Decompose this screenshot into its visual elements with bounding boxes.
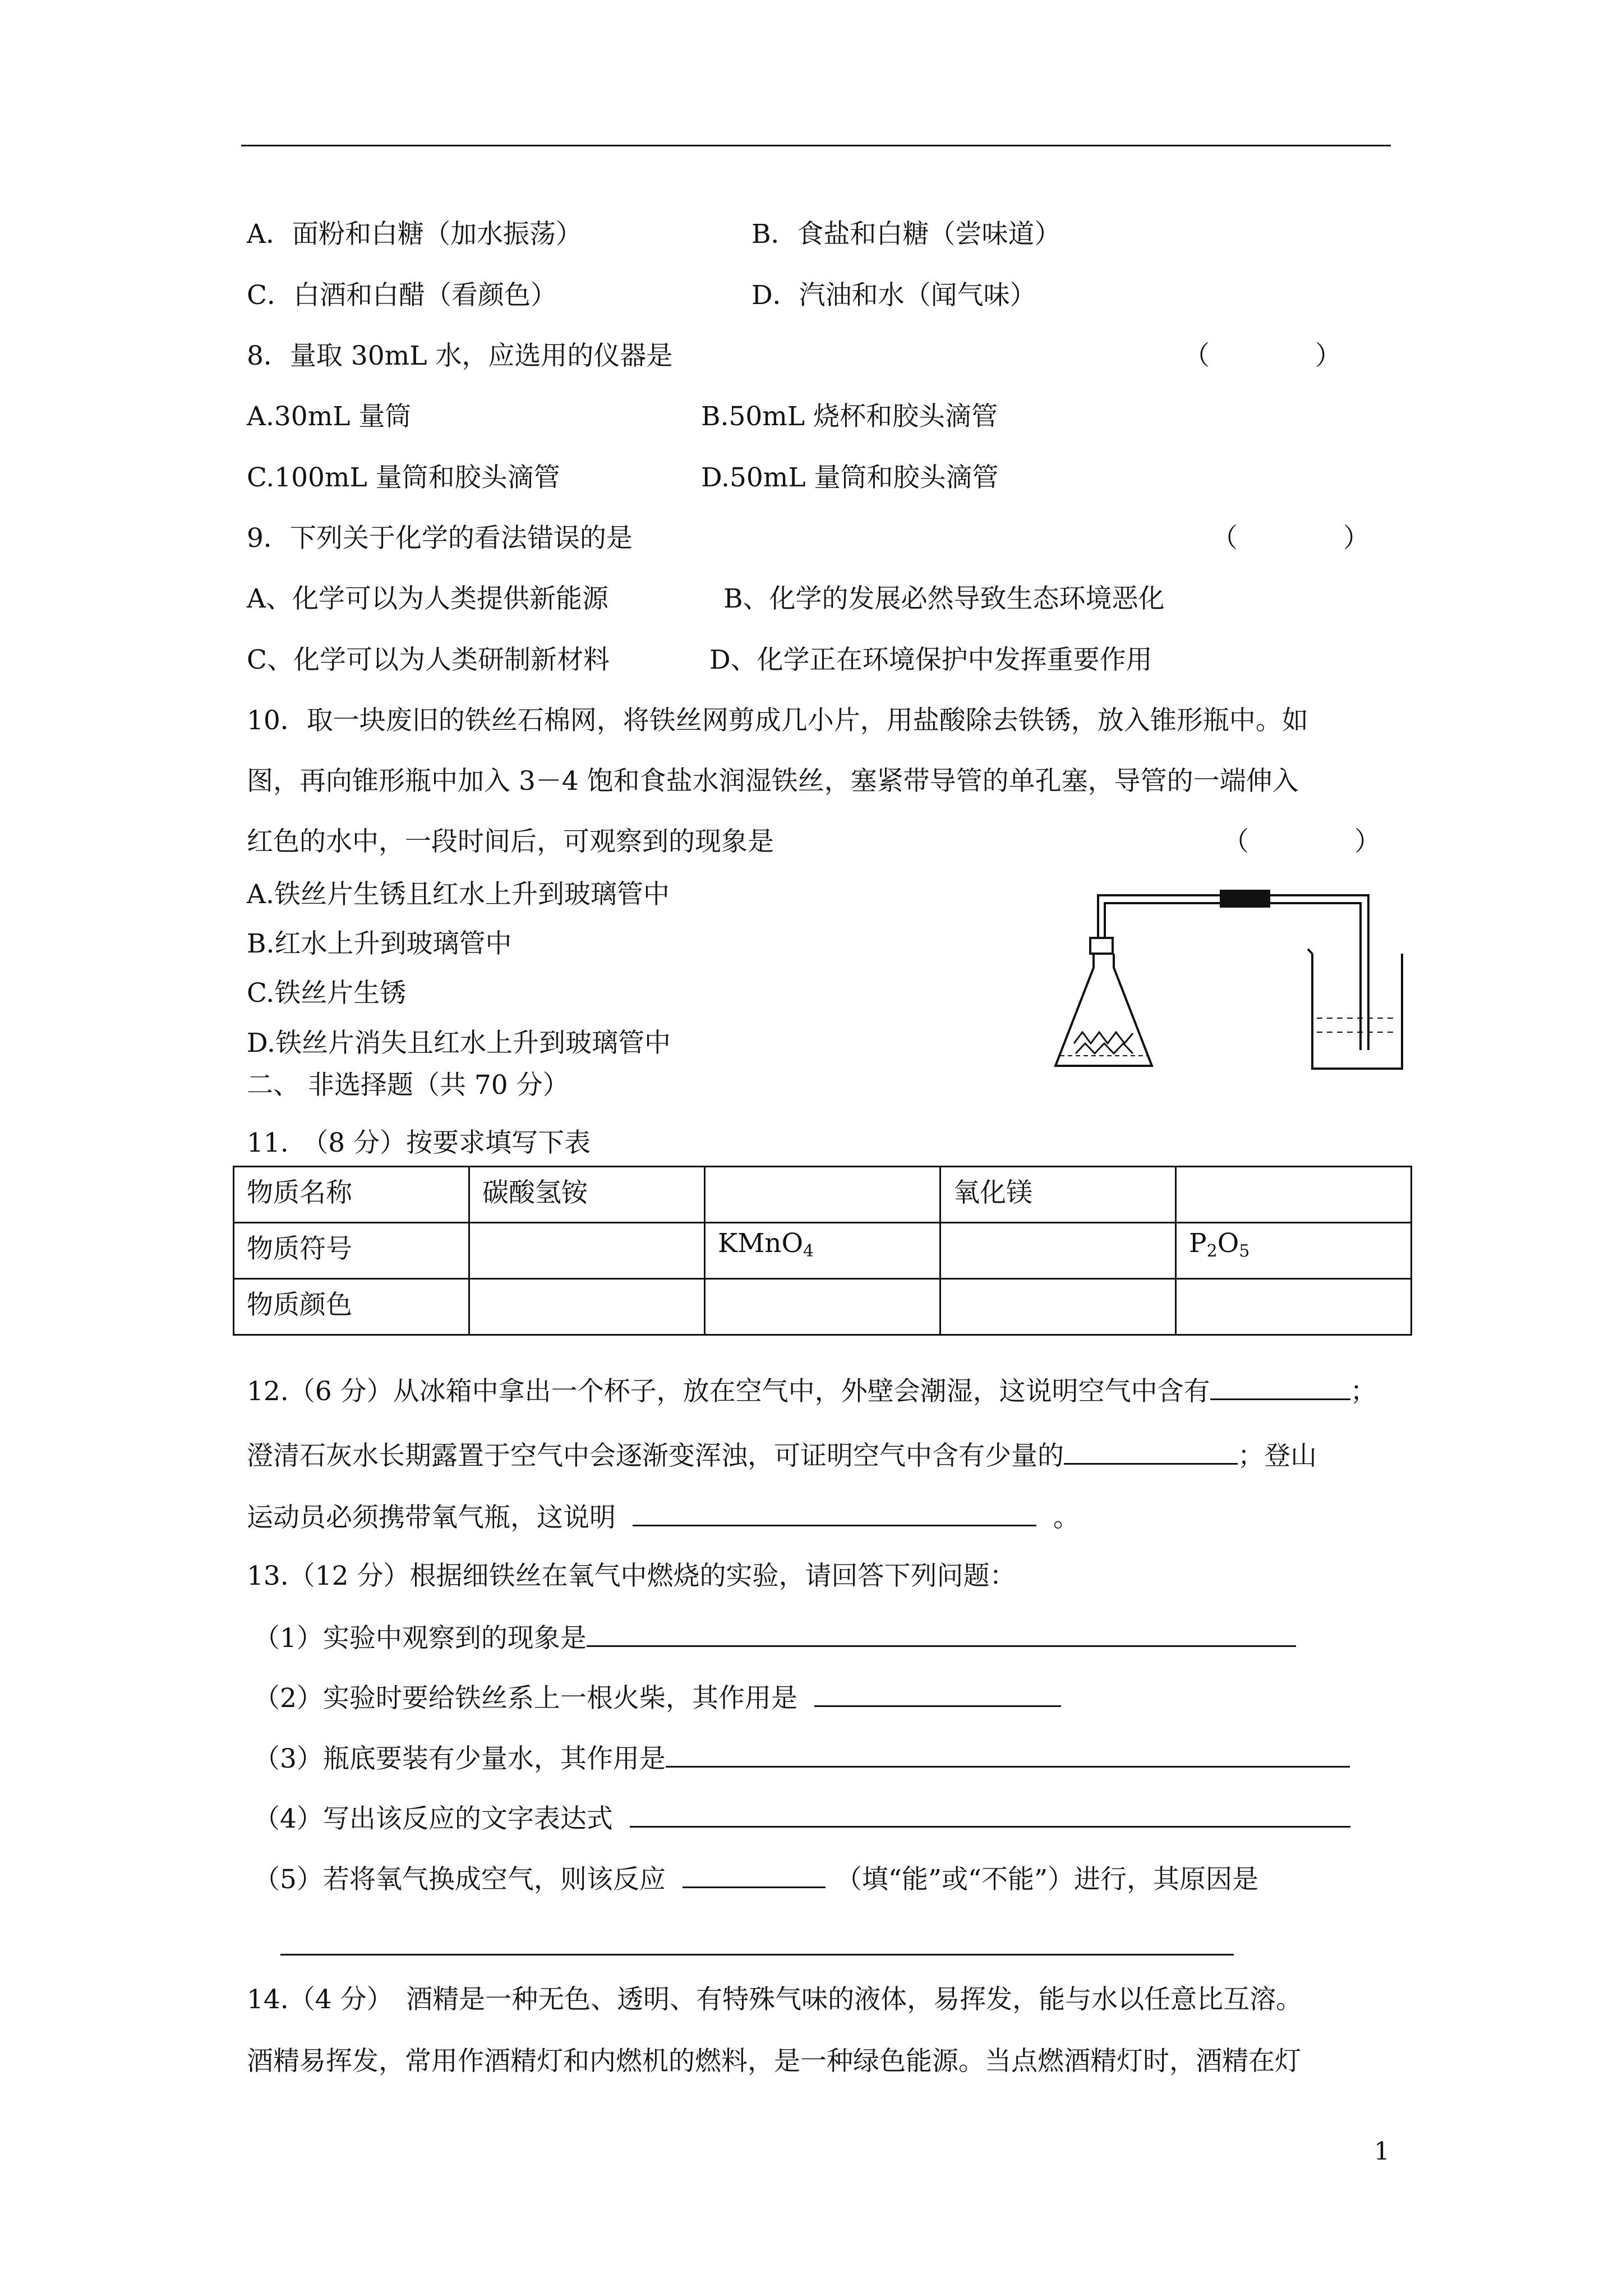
table-cell: 碳酸氢铵 [469, 1167, 705, 1223]
table-cell: 物质颜色 [234, 1279, 469, 1335]
answer-blank[interactable] [1064, 1436, 1238, 1465]
q9-option-b: B、化学的发展必然导致生态环境恶化 [723, 583, 1165, 614]
formula-subscript: 5 [1239, 1241, 1250, 1261]
q10-line-1: 10．取一块废旧的铁丝石棉网，将铁丝网剪成几小片，用盐酸除去铁锈，放入锥形瓶中。如 [247, 705, 1308, 736]
q12-text-3: 运动员必须携带氧气瓶，这说明 [247, 1502, 616, 1533]
q11-stem: 11. （8 分）按要求填写下表 [247, 1128, 591, 1158]
q13-part-4-text: （4）写出该反应的文字表达式 [253, 1803, 613, 1834]
table-cell-p2o5 [1176, 1223, 1412, 1279]
q9-option-d: D、化学正在环境保护中发挥重要作用 [709, 645, 1152, 675]
q8-option-c: C.100mL 量筒和胶头滴管 [247, 462, 560, 493]
q7-option-b: B．食盐和白糖（尝味道） [751, 219, 1061, 250]
q9-option-a: A、化学可以为人类提供新能源 [247, 583, 608, 614]
q13-stem: 13.（12 分）根据细铁丝在氧气中燃烧的实验，请回答下列问题： [247, 1561, 1016, 1591]
table-cell [705, 1279, 940, 1335]
q12-line-2 [247, 1436, 1317, 1473]
q10-line-3: 红色的水中，一段时间后，可观察到的现象是 [247, 826, 774, 857]
q9-answer-paren: （ ） [1211, 523, 1370, 554]
table-cell: 物质符号 [234, 1223, 469, 1279]
section-2-heading: 二、 非选择题（共 70 分） [247, 1070, 569, 1101]
answer-blank[interactable] [666, 1739, 1350, 1768]
q10-option-c: C.铁丝片生锈 [247, 978, 407, 1009]
formula-text: O [1217, 1228, 1239, 1259]
formula-text: KMnO [718, 1228, 804, 1259]
q12-text-3-end: 。 [1053, 1502, 1080, 1533]
answer-blank[interactable] [630, 1799, 1350, 1828]
q12-line-3 [247, 1498, 1080, 1535]
q12-text-1-end: ； [1350, 1376, 1377, 1407]
header-rule [241, 145, 1391, 146]
q12-line-1 [247, 1372, 1377, 1409]
q8-option-d: D.50mL 量筒和胶头滴管 [701, 462, 999, 493]
q14-line-1: 14.（4 分） 酒精是一种无色、透明、有特殊气味的液体，易挥发，能与水以任意比互溶。 [247, 1984, 1303, 2015]
q13-part-1-text: （1）实验中观察到的现象是 [253, 1623, 587, 1654]
answer-blank[interactable] [683, 1860, 826, 1888]
page-number: 1 [1374, 2137, 1390, 2166]
q13-part-2-text: （2）实验时要给铁丝系上一根火柴，其作用是 [253, 1683, 797, 1714]
q8-answer-paren: （ ） [1183, 341, 1341, 371]
q8-option-b: B.50mL 烧杯和胶头滴管 [701, 401, 998, 432]
table-cell [940, 1279, 1176, 1335]
q13-part-3-text: （3）瓶底要装有少量水，其作用是 [253, 1743, 666, 1774]
q13-part-1 [253, 1618, 1296, 1655]
answer-blank[interactable] [814, 1678, 1061, 1707]
q13-part-5-text-a: （5）若将氧气换成空气，则该反应 [253, 1864, 666, 1895]
q12-text-2: 澄清石灰水长期露置于空气中会逐渐变浑浊，可证明空气中含有少量的 [247, 1441, 1064, 1471]
q10-option-a: A.铁丝片生锈且红水上升到玻璃管中 [247, 879, 670, 910]
table-cell [469, 1223, 705, 1279]
table-cell: 氧化镁 [940, 1167, 1176, 1223]
q13-part-5-text-b: （填“能”或“不能”）进行，其原因是 [835, 1864, 1259, 1895]
answer-blank[interactable] [1210, 1372, 1350, 1400]
q10-answer-paren: （ ） [1223, 826, 1381, 857]
q10-line-2: 图，再向锥形瓶中加入 3－4 饱和食盐水润湿铁丝，塞紧带导管的单孔塞，导管的一端伸入 [247, 766, 1299, 797]
flask-beaker-apparatus-figure [1049, 875, 1413, 1077]
table-row [234, 1279, 1412, 1335]
table-cell: 物质名称 [234, 1167, 469, 1223]
answer-blank[interactable] [633, 1498, 1036, 1526]
formula-text: P [1189, 1228, 1207, 1259]
q8-option-a: A.30mL 量筒 [247, 401, 412, 432]
q12-text-2-end: ；登山 [1238, 1441, 1317, 1471]
table-cell [1176, 1279, 1412, 1335]
q7-option-d: D．汽油和水（闻气味） [751, 280, 1036, 311]
q13-part-3 [253, 1739, 1350, 1776]
q7-option-a: A．面粉和白糖（加水振荡） [247, 219, 582, 250]
q13-part-2 [253, 1678, 1061, 1715]
q10-option-b: B.红水上升到玻璃管中 [247, 928, 512, 959]
q11-fill-table [233, 1166, 1412, 1336]
q9-stem: 9．下列关于化学的看法错误的是 [247, 523, 633, 554]
q12-text-1: 12.（6 分）从冰箱中拿出一个杯子，放在空气中，外壁会潮湿，这说明空气中含有 [247, 1376, 1210, 1407]
q10-option-d: D.铁丝片消失且红水上升到玻璃管中 [247, 1028, 671, 1059]
formula-subscript: 2 [1206, 1241, 1218, 1261]
table-cell [1176, 1167, 1412, 1223]
q13-part-4 [253, 1799, 1350, 1836]
table-row [234, 1223, 1412, 1279]
table-cell-kmno4 [705, 1223, 940, 1279]
answer-blank[interactable] [587, 1618, 1296, 1647]
q14-line-2: 酒精易挥发，常用作酒精灯和内燃机的燃料，是一种绿色能源。当点燃酒精灯时，酒精在灯 [247, 2046, 1301, 2077]
q8-stem: 8．量取 30mL 水，应选用的仪器是 [247, 341, 673, 371]
q13-part-5 [253, 1860, 1258, 1897]
table-cell [469, 1279, 705, 1335]
q9-option-c: C、化学可以为人类研制新材料 [247, 645, 610, 675]
answer-blank[interactable] [280, 1927, 1234, 1955]
q7-option-c: C．白酒和白醋（看颜色） [247, 280, 557, 311]
table-cell [940, 1223, 1176, 1279]
table-row [234, 1167, 1412, 1223]
table-cell [705, 1167, 940, 1223]
formula-subscript: 4 [803, 1241, 814, 1261]
